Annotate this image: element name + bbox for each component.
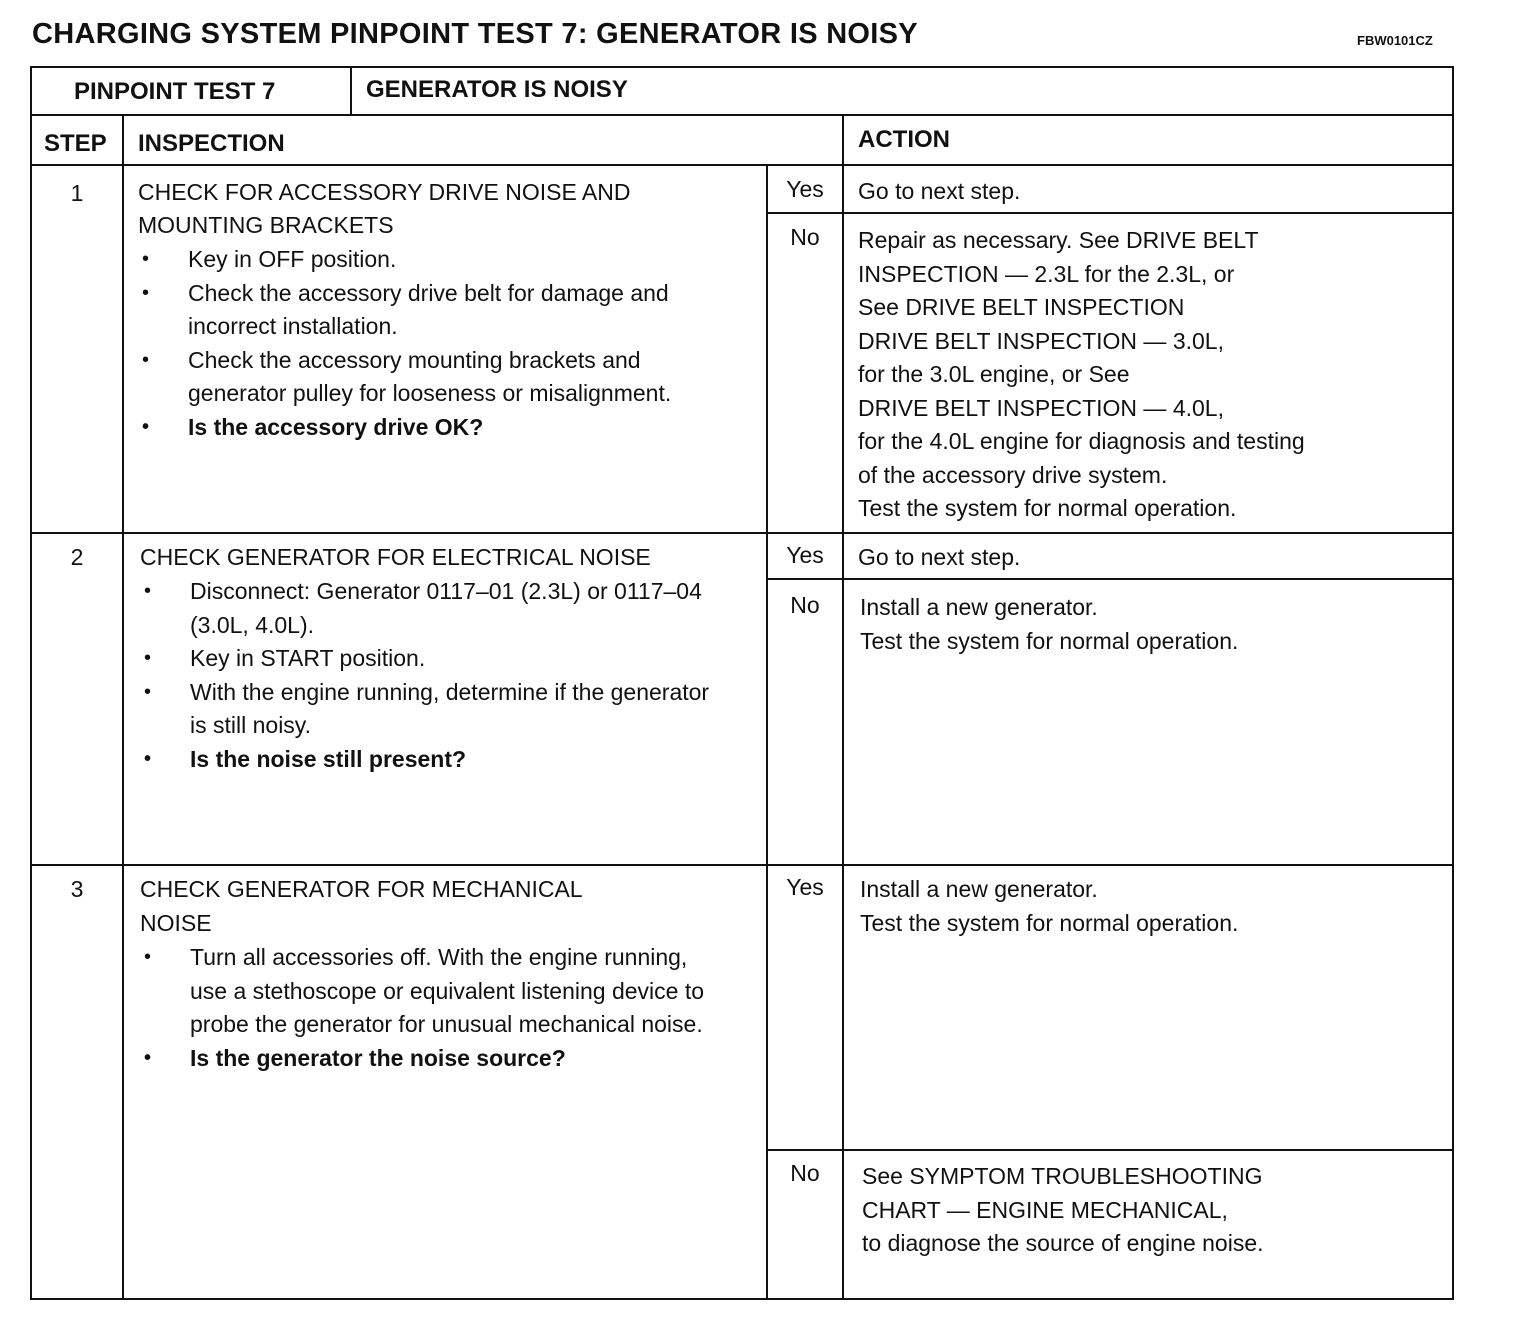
action-line: Install a new generator. bbox=[860, 876, 1098, 902]
action-line: of the accessory drive system. bbox=[858, 461, 1168, 488]
inspection-question: • Is the accessory drive OK? bbox=[138, 411, 728, 445]
no-action bbox=[862, 1160, 1442, 1261]
inspection-bullet: • With the engine running, determine if the generator is still noisy. bbox=[140, 676, 730, 743]
action-line: See SYMPTOM TROUBLESHOOTING bbox=[862, 1163, 1263, 1189]
step-number: 2 bbox=[70, 544, 84, 570]
action-line: See DRIVE BELT INSPECTION bbox=[858, 294, 1185, 320]
inspection-bullet: • Turn all accessories off. With the engine running, use a stethoscope or equivalent listening device to probe the generator for unusual mechanical noise. bbox=[140, 941, 710, 1042]
step-number: 3 bbox=[70, 876, 84, 902]
step-number: 1 bbox=[70, 180, 84, 206]
rule-under-column-headers bbox=[32, 164, 1452, 166]
rule-step1-step2 bbox=[32, 532, 1452, 534]
action-line: Go to next step. bbox=[858, 544, 1021, 570]
rule-step1-yes-no bbox=[766, 212, 1452, 214]
inspection-bullet: • Key in OFF position. bbox=[138, 243, 728, 277]
pinpoint-test-label: PINPOINT TEST 7 bbox=[74, 78, 276, 105]
rule-test-label-divider bbox=[350, 68, 352, 114]
inspection-bullet: • Key in START position. bbox=[140, 642, 730, 676]
inspection-bullet: • Disconnect: Generator 0117–01 (2.3L) or 0117–04 (3.0L, 4.0L). bbox=[140, 575, 730, 642]
inspection-bullets bbox=[138, 243, 728, 444]
inspection-bullets bbox=[140, 575, 730, 776]
rule-step3-yes-no bbox=[766, 1149, 1452, 1151]
column-header-inspection: INSPECTION bbox=[138, 130, 285, 157]
inspection-bullet: • Check the accessory drive belt for damage and incorrect installation. bbox=[138, 277, 728, 344]
action-line: DRIVE BELT INSPECTION — 3.0L, bbox=[858, 327, 1224, 354]
pinpoint-test-table bbox=[30, 66, 1454, 1300]
figure-code: FBW0101CZ bbox=[1357, 33, 1433, 48]
rule-yesno-action bbox=[842, 114, 844, 1298]
column-header-step: STEP bbox=[44, 130, 107, 157]
column-header-action: ACTION bbox=[858, 126, 950, 153]
page-title: CHARGING SYSTEM PINPOINT TEST 7: GENERATOR IS NOISY bbox=[32, 18, 918, 50]
no-label: No bbox=[790, 224, 820, 250]
rule-step2-step3 bbox=[32, 864, 1452, 866]
step-heading-line: MOUNTING BRACKETS bbox=[138, 212, 394, 238]
action-line: INSPECTION — 2.3L for the 2.3L, or bbox=[858, 260, 1235, 287]
inspection-bullet: • Check the accessory mounting brackets and generator pulley for looseness or misalignment. bbox=[138, 344, 728, 411]
action-line: Go to next step. bbox=[858, 178, 1021, 204]
rule-inspection-yesno bbox=[766, 164, 768, 1298]
rule-step2-yes-no bbox=[766, 578, 1452, 580]
rule-step-column bbox=[122, 114, 124, 1298]
action-line: Install a new generator. bbox=[860, 594, 1098, 620]
action-line: Test the system for normal operation. bbox=[858, 495, 1237, 521]
step-heading-line: CHECK FOR ACCESSORY DRIVE NOISE AND bbox=[138, 179, 631, 205]
pinpoint-test-name: GENERATOR IS NOISY bbox=[366, 76, 628, 103]
yes-action bbox=[858, 175, 1438, 209]
action-line: for the 4.0L engine for diagnosis and testing bbox=[858, 428, 1305, 454]
no-action bbox=[858, 224, 1438, 526]
inspection-question: • Is the generator the noise source? bbox=[140, 1042, 710, 1076]
yes-action bbox=[858, 541, 1438, 575]
action-line: DRIVE BELT INSPECTION — 4.0L, bbox=[858, 394, 1224, 421]
no-label: No bbox=[790, 1160, 820, 1186]
rule-under-test-title bbox=[32, 114, 1452, 116]
inspection-question: • Is the noise still present? bbox=[140, 743, 730, 777]
step-heading-line: CHECK GENERATOR FOR MECHANICAL bbox=[140, 876, 583, 902]
no-label: No bbox=[790, 592, 820, 618]
action-line: Test the system for normal operation. bbox=[860, 909, 1239, 936]
yes-label: Yes bbox=[786, 874, 824, 900]
no-action bbox=[860, 591, 1440, 658]
step-heading-line: CHECK GENERATOR FOR ELECTRICAL NOISE bbox=[140, 544, 651, 570]
inspection-bullets bbox=[140, 941, 710, 1075]
action-line: Repair as necessary. See DRIVE BELT bbox=[858, 227, 1259, 253]
action-line: to diagnose the source of engine noise. bbox=[862, 1230, 1264, 1256]
action-line: CHART — ENGINE MECHANICAL, bbox=[862, 1196, 1228, 1223]
action-line: for the 3.0L engine, or See bbox=[858, 361, 1130, 387]
step-heading-line: NOISE bbox=[140, 910, 212, 936]
yes-label: Yes bbox=[786, 176, 824, 202]
yes-label: Yes bbox=[786, 542, 824, 568]
yes-action bbox=[860, 873, 1440, 940]
action-line: Test the system for normal operation. bbox=[860, 627, 1239, 654]
